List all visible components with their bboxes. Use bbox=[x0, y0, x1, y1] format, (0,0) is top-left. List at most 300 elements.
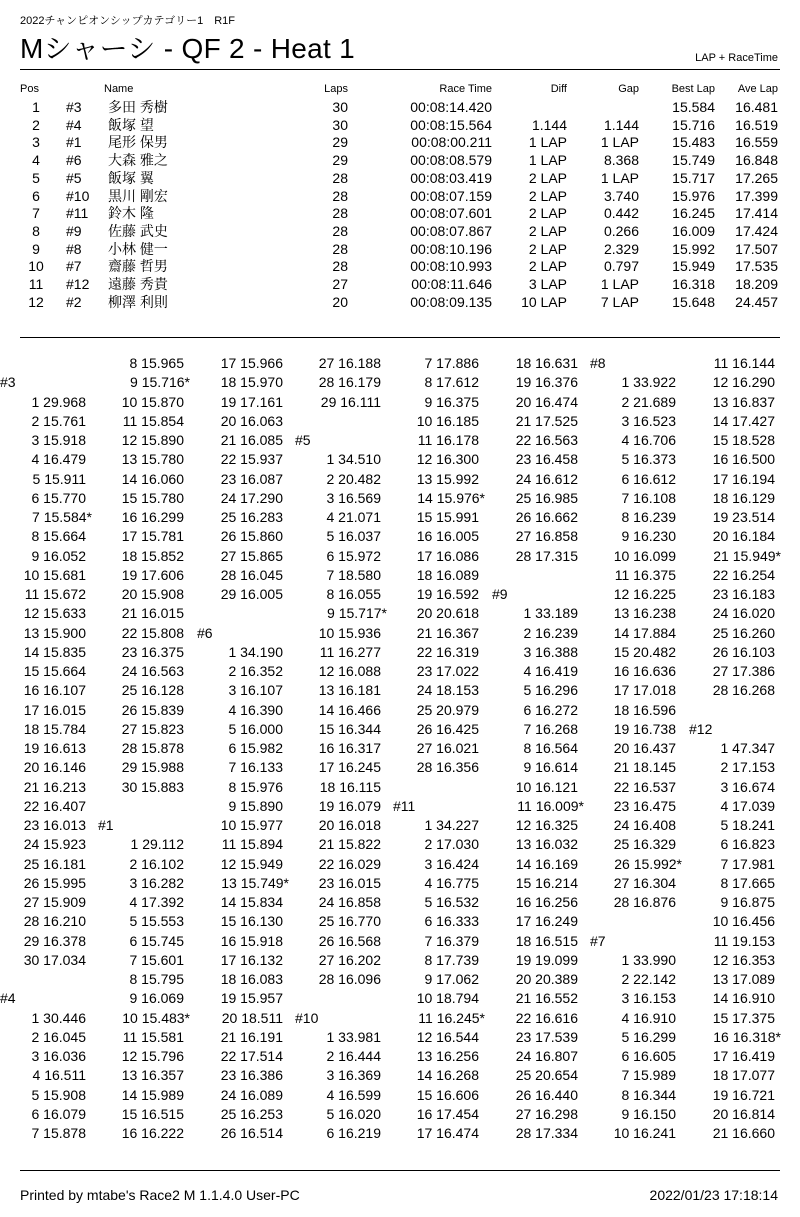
lap-time: 13 15.749* bbox=[221, 874, 289, 891]
lap-time: 18 15.852 bbox=[121, 547, 184, 564]
lap-time: 24 15.923 bbox=[23, 836, 86, 853]
lap-time: 14 15.976* bbox=[417, 489, 485, 506]
lap-time: 5 16.299 bbox=[621, 1028, 676, 1045]
lap-time: 3 16.674 bbox=[720, 778, 775, 795]
col-name: Name bbox=[104, 83, 134, 95]
lap-time: 15 16.214 bbox=[515, 874, 578, 891]
lap-time: 21 16.085 bbox=[220, 432, 283, 448]
lap-time: 1 47.347 bbox=[720, 740, 775, 756]
lap-time: 7 16.379 bbox=[424, 932, 479, 949]
result-ave-lap: 17.535 bbox=[735, 258, 778, 275]
lap-time: 11 16.277 bbox=[319, 643, 381, 660]
result-ave-lap: 16.481 bbox=[735, 99, 778, 115]
lap-time: 8 15.976 bbox=[228, 778, 283, 795]
lap-time: 28 16.045 bbox=[220, 566, 283, 583]
lap-time: 12 16.325 bbox=[515, 817, 578, 833]
lap-time: 12 16.290 bbox=[712, 374, 775, 391]
lap-time: 2 16.045 bbox=[31, 1028, 86, 1045]
lap-column bbox=[393, 354, 485, 1143]
lap-time: 10 16.121 bbox=[515, 778, 578, 795]
result-row bbox=[0, 169, 800, 187]
lap-time: 4 16.390 bbox=[228, 701, 283, 718]
lap-time: 15 16.344 bbox=[318, 720, 381, 737]
result-driver-name: 飯塚 望 bbox=[108, 116, 154, 133]
result-race-time: 00:08:07.159 bbox=[410, 187, 492, 204]
lap-time: 9 17.062 bbox=[424, 971, 479, 987]
result-best-lap: 15.648 bbox=[672, 293, 715, 310]
lap-time: 18 16.596 bbox=[613, 701, 676, 718]
lap-time: 26 15.995 bbox=[23, 874, 86, 891]
result-car-number: #8 bbox=[66, 240, 82, 257]
result-race-time: 00:08:07.867 bbox=[410, 222, 492, 239]
lap-time: 17 16.419 bbox=[712, 1048, 775, 1064]
result-best-lap: 15.717 bbox=[672, 169, 715, 186]
lap-time: 1 34.510 bbox=[326, 451, 381, 468]
lap-column bbox=[689, 354, 781, 1143]
result-ave-lap: 16.848 bbox=[735, 152, 778, 169]
result-ave-lap: 16.519 bbox=[735, 116, 778, 133]
car-heading: #7 bbox=[590, 932, 606, 949]
lap-time: 4 16.419 bbox=[523, 663, 578, 679]
lap-time: 21 15.949* bbox=[713, 547, 781, 564]
result-row bbox=[0, 222, 800, 240]
result-race-time: 00:08:07.601 bbox=[410, 205, 492, 222]
lap-time: 11 15.854 bbox=[122, 412, 184, 429]
result-best-lap: 15.992 bbox=[672, 240, 715, 257]
lap-time: 13 16.357 bbox=[121, 1067, 184, 1084]
lap-time: 16 16.222 bbox=[121, 1125, 184, 1141]
lap-time: 23 16.183 bbox=[712, 586, 775, 602]
lap-time: 22 17.514 bbox=[220, 1048, 283, 1064]
lap-time: 9 16.150 bbox=[621, 1105, 676, 1122]
result-race-time: 00:08:10.993 bbox=[410, 258, 492, 275]
lap-time: 25 16.985 bbox=[515, 489, 578, 506]
lap-time: 13 17.089 bbox=[712, 971, 775, 987]
result-car-number: #1 bbox=[66, 134, 82, 151]
blank-cell bbox=[98, 797, 190, 816]
lap-time: 21 16.367 bbox=[416, 624, 479, 641]
lap-time: 17 17.018 bbox=[613, 682, 676, 699]
lap-time: 24 16.563 bbox=[121, 663, 184, 679]
lap-time: 6 16.079 bbox=[31, 1105, 86, 1122]
lap-time: 5 16.020 bbox=[326, 1105, 381, 1122]
lap-time: 15 16.130 bbox=[220, 913, 283, 930]
lap-time: 7 18.580 bbox=[326, 566, 381, 583]
lap-time: 8 16.055 bbox=[326, 586, 381, 602]
lap-time: 4 16.479 bbox=[31, 451, 86, 468]
lap-time: 28 16.210 bbox=[23, 913, 86, 930]
lap-time: 18 16.083 bbox=[220, 971, 283, 987]
car-heading: #1 bbox=[98, 817, 114, 833]
result-diff: 2 LAP bbox=[528, 222, 567, 239]
result-row bbox=[0, 133, 800, 151]
lap-time: 19 16.079 bbox=[318, 797, 381, 814]
lap-time: 2 16.239 bbox=[523, 624, 578, 641]
lap-time: 27 16.021 bbox=[416, 740, 479, 756]
lap-time: 15 18.528 bbox=[712, 432, 775, 448]
lap-time: 6 16.605 bbox=[621, 1048, 676, 1064]
result-diff: 2 LAP bbox=[528, 169, 567, 186]
lap-time: 4 21.071 bbox=[326, 509, 381, 525]
lap-time: 27 15.823 bbox=[121, 720, 184, 737]
lap-time: 24 16.408 bbox=[613, 817, 676, 833]
col-laps: Laps bbox=[324, 83, 348, 95]
col-race-time: Race Time bbox=[439, 83, 492, 95]
lap-time: 18 16.115 bbox=[319, 778, 381, 795]
lap-time: 13 15.992 bbox=[416, 470, 479, 487]
lap-time: 19 23.514 bbox=[712, 509, 775, 525]
lap-time: 16 17.454 bbox=[416, 1105, 479, 1122]
lap-time: 8 17.612 bbox=[424, 374, 479, 391]
lap-time: 25 20.654 bbox=[515, 1067, 578, 1084]
result-row bbox=[0, 293, 800, 311]
lap-time: 7 15.584* bbox=[32, 509, 92, 525]
lap-time: 16 16.636 bbox=[613, 663, 676, 679]
lap-time: 11 16.178 bbox=[417, 432, 479, 448]
lap-time: 4 16.910 bbox=[621, 1009, 676, 1026]
lap-time: 18 16.631 bbox=[515, 355, 578, 371]
result-laps: 28 bbox=[332, 222, 348, 239]
lap-time: 13 16.181 bbox=[318, 682, 381, 699]
car-heading: #11 bbox=[393, 797, 416, 814]
result-gap: 3.740 bbox=[603, 187, 639, 204]
result-laps: 28 bbox=[332, 169, 348, 186]
lap-time: 25 20.979 bbox=[416, 701, 479, 718]
lap-time: 22 16.029 bbox=[318, 855, 381, 872]
lap-time: 21 16.015 bbox=[121, 605, 184, 622]
lap-time: 29 16.378 bbox=[23, 932, 86, 949]
lap-time: 8 15.664 bbox=[31, 528, 86, 545]
lap-time: 18 16.129 bbox=[712, 489, 775, 506]
lap-time: 26 16.514 bbox=[220, 1125, 283, 1141]
result-ave-lap: 17.399 bbox=[735, 187, 778, 204]
lap-time: 10 15.936 bbox=[318, 624, 381, 641]
lap-time: 27 16.188 bbox=[318, 355, 381, 371]
result-driver-name: 大森 雅之 bbox=[108, 152, 168, 169]
lap-time: 7 17.981 bbox=[720, 855, 775, 872]
result-pos: 10 bbox=[28, 258, 44, 275]
result-car-number: #12 bbox=[66, 276, 90, 292]
lap-time: 17 16.194 bbox=[712, 470, 775, 487]
result-best-lap: 15.716 bbox=[672, 116, 715, 133]
lap-time: 4 16.599 bbox=[326, 1086, 381, 1103]
print-datetime: 2022/01/23 17:18:14 bbox=[649, 1187, 778, 1203]
lap-time: 23 16.015 bbox=[318, 874, 381, 891]
lap-time: 3 16.523 bbox=[621, 412, 676, 429]
lap-time: 28 16.356 bbox=[416, 759, 479, 776]
lap-time: 23 17.539 bbox=[515, 1028, 578, 1045]
car-heading: #3 bbox=[0, 374, 16, 391]
lap-time: 19 16.613 bbox=[23, 740, 86, 756]
result-diff: 2 LAP bbox=[528, 205, 567, 222]
result-pos: 3 bbox=[32, 134, 40, 151]
car-heading: #4 bbox=[0, 990, 16, 1007]
lap-time: 26 16.425 bbox=[416, 720, 479, 737]
lap-time: 9 16.069 bbox=[129, 990, 184, 1007]
lap-time: 21 17.525 bbox=[515, 412, 578, 429]
result-diff: 10 LAP bbox=[521, 293, 567, 310]
lap-time: 2 22.142 bbox=[621, 971, 676, 987]
lap-time: 6 16.219 bbox=[326, 1125, 381, 1141]
lap-time: 5 18.241 bbox=[720, 817, 775, 833]
lap-time: 1 33.189 bbox=[523, 605, 578, 622]
lap-time: 19 16.376 bbox=[515, 374, 578, 391]
lap-time: 24 17.290 bbox=[220, 489, 283, 506]
lap-time: 10 15.681 bbox=[23, 566, 86, 583]
result-best-lap: 15.483 bbox=[672, 134, 715, 151]
lap-time: 13 16.032 bbox=[515, 836, 578, 853]
lap-time: 14 16.268 bbox=[416, 1067, 479, 1084]
car-heading: #6 bbox=[197, 624, 213, 641]
lap-time: 24 16.612 bbox=[515, 470, 578, 487]
lap-time: 15 15.991 bbox=[416, 509, 479, 525]
lap-time: 20 16.184 bbox=[712, 528, 775, 545]
lap-time: 1 29.968 bbox=[31, 393, 86, 410]
lap-time: 26 16.662 bbox=[515, 509, 578, 525]
lap-time: 17 15.966 bbox=[220, 355, 283, 371]
result-race-time: 00:08:15.564 bbox=[410, 116, 492, 133]
lap-time: 5 16.000 bbox=[228, 720, 283, 737]
lap-time: 29 16.111 bbox=[320, 393, 381, 410]
lap-time: 16 16.107 bbox=[23, 682, 86, 699]
result-race-time: 00:08:03.419 bbox=[410, 169, 492, 186]
result-car-number: #7 bbox=[66, 258, 82, 275]
result-driver-name: 尾形 保男 bbox=[108, 134, 168, 151]
lap-time: 10 16.099 bbox=[613, 547, 676, 564]
lap-time: 8 16.564 bbox=[523, 740, 578, 756]
result-row bbox=[0, 257, 800, 275]
lap-time: 22 16.407 bbox=[23, 797, 86, 814]
lap-time: 20 18.511 bbox=[221, 1009, 283, 1026]
lap-time: 23 16.458 bbox=[515, 451, 578, 468]
lap-time: 6 16.823 bbox=[720, 836, 775, 853]
result-gap: 2.329 bbox=[603, 240, 639, 257]
lap-time: 19 17.161 bbox=[220, 393, 283, 410]
lap-time: 2 17.153 bbox=[720, 759, 775, 776]
lap-time: 3 16.424 bbox=[424, 855, 479, 872]
lap-time: 2 16.444 bbox=[326, 1048, 381, 1064]
lap-time: 8 17.739 bbox=[424, 951, 479, 968]
lap-column bbox=[492, 354, 584, 1143]
lap-time: 27 15.865 bbox=[220, 547, 283, 564]
lap-time: 3 16.153 bbox=[621, 990, 676, 1007]
lap-time: 15 16.515 bbox=[121, 1105, 184, 1122]
lap-time: 13 16.256 bbox=[416, 1048, 479, 1064]
lap-time: 1 33.981 bbox=[326, 1028, 381, 1045]
lap-time: 25 16.253 bbox=[220, 1105, 283, 1122]
lap-time: 6 15.745 bbox=[129, 932, 184, 949]
lap-time: 14 17.427 bbox=[712, 412, 775, 429]
lap-time: 8 15.965 bbox=[129, 355, 184, 371]
lap-column bbox=[590, 354, 682, 1143]
result-car-number: #6 bbox=[66, 152, 82, 169]
lap-time: 3 16.282 bbox=[129, 874, 184, 891]
result-row bbox=[0, 151, 800, 169]
result-race-time: 00:08:11.646 bbox=[411, 276, 492, 292]
lap-time: 12 16.225 bbox=[613, 586, 676, 602]
result-diff: 1 LAP bbox=[528, 134, 567, 151]
result-best-lap: 16.009 bbox=[672, 222, 715, 239]
lap-time: 23 16.386 bbox=[220, 1067, 283, 1084]
lap-time: 20 16.814 bbox=[712, 1105, 775, 1122]
lap-time: 7 16.133 bbox=[228, 759, 283, 776]
result-gap: 0.266 bbox=[603, 222, 639, 239]
lap-time: 12 15.633 bbox=[23, 605, 86, 622]
result-gap: 8.368 bbox=[603, 152, 639, 169]
lap-time: 25 16.770 bbox=[318, 913, 381, 930]
lap-time: 6 16.272 bbox=[523, 701, 578, 718]
lap-time: 27 16.202 bbox=[318, 951, 381, 968]
lap-time: 16 16.005 bbox=[416, 528, 479, 545]
lap-time: 7 15.601 bbox=[129, 951, 184, 968]
lap-time: 12 16.353 bbox=[712, 951, 775, 968]
lap-time: 17 15.781 bbox=[121, 528, 184, 545]
car-heading: #8 bbox=[590, 355, 606, 371]
blank-cell bbox=[197, 604, 289, 623]
lap-time: 14 15.835 bbox=[23, 643, 86, 660]
lap-time: 7 15.989 bbox=[621, 1067, 676, 1084]
results-divider bbox=[20, 337, 780, 338]
lap-time: 20 16.474 bbox=[515, 393, 578, 410]
lap-time: 9 16.614 bbox=[523, 759, 578, 776]
result-laps: 28 bbox=[332, 187, 348, 204]
lap-time: 2 21.689 bbox=[621, 393, 676, 410]
lap-time: 23 16.013 bbox=[23, 817, 86, 833]
result-laps: 29 bbox=[332, 152, 348, 169]
lap-time: 28 17.315 bbox=[515, 547, 578, 564]
lap-time: 9 16.230 bbox=[621, 528, 676, 545]
lap-time: 20 15.908 bbox=[121, 586, 184, 602]
result-car-number: #9 bbox=[66, 222, 82, 239]
result-driver-name: 鈴木 隆 bbox=[108, 205, 154, 222]
result-gap: 1 LAP bbox=[600, 169, 639, 186]
lap-time: 26 16.103 bbox=[712, 643, 775, 660]
lap-time: 11 15.672 bbox=[24, 586, 86, 602]
lap-time: 4 16.775 bbox=[424, 874, 479, 891]
lap-time: 21 16.213 bbox=[23, 778, 86, 795]
lap-time: 23 16.375 bbox=[121, 643, 184, 660]
lap-time: 22 15.937 bbox=[220, 451, 283, 468]
lap-time: 4 16.706 bbox=[621, 432, 676, 448]
lap-time: 22 15.808 bbox=[121, 624, 184, 641]
lap-time: 2 15.761 bbox=[31, 412, 86, 429]
lap-time: 13 15.900 bbox=[23, 624, 86, 641]
lap-time: 17 16.474 bbox=[416, 1125, 479, 1141]
lap-time: 13 16.238 bbox=[613, 605, 676, 622]
lap-time: 17 16.132 bbox=[220, 951, 283, 968]
blank-cell bbox=[590, 912, 682, 931]
result-pos: 2 bbox=[32, 116, 40, 133]
car-heading: #5 bbox=[295, 432, 311, 448]
result-laps: 27 bbox=[332, 276, 348, 292]
result-diff: 2 LAP bbox=[528, 258, 567, 275]
lap-time: 3 15.918 bbox=[31, 432, 86, 448]
blank-cell bbox=[393, 778, 485, 797]
lap-time: 26 15.860 bbox=[220, 528, 283, 545]
lap-time: 19 17.606 bbox=[121, 566, 184, 583]
lap-time: 19 16.738 bbox=[613, 720, 676, 737]
lap-time: 17 16.245 bbox=[318, 759, 381, 776]
lap-time: 7 16.108 bbox=[621, 489, 676, 506]
lap-time: 17 16.086 bbox=[416, 547, 479, 564]
lap-time: 9 15.716* bbox=[130, 374, 190, 391]
lap-time: 18 15.784 bbox=[23, 720, 86, 737]
lap-time: 12 16.300 bbox=[416, 451, 479, 468]
lap-time: 5 15.908 bbox=[31, 1086, 86, 1103]
lap-time: 5 16.037 bbox=[326, 528, 381, 545]
lap-time: 12 15.890 bbox=[121, 432, 184, 448]
lap-time: 11 16.245* bbox=[418, 1009, 485, 1026]
lap-time: 27 15.909 bbox=[23, 894, 86, 910]
lap-time: 28 16.268 bbox=[712, 682, 775, 699]
lap-time: 9 15.717* bbox=[327, 605, 387, 622]
lap-time: 6 15.982 bbox=[228, 740, 283, 756]
lap-time: 11 16.144 bbox=[713, 355, 775, 371]
result-diff: 3 LAP bbox=[528, 276, 567, 292]
result-car-number: #10 bbox=[66, 187, 90, 204]
result-laps: 28 bbox=[332, 240, 348, 257]
blank-cell bbox=[295, 989, 387, 1008]
lap-time: 10 15.977 bbox=[220, 817, 283, 833]
lap-time: 15 20.482 bbox=[613, 643, 676, 660]
lap-time: 2 16.352 bbox=[228, 663, 283, 679]
result-driver-name: 小林 健一 bbox=[108, 240, 168, 257]
lap-time: 25 16.283 bbox=[220, 509, 283, 525]
car-heading: #10 bbox=[295, 1009, 319, 1026]
lap-time: 1 34.227 bbox=[424, 817, 479, 833]
lap-time: 28 16.876 bbox=[613, 894, 676, 910]
lap-time: 6 15.972 bbox=[326, 547, 381, 564]
result-pos: 4 bbox=[32, 152, 40, 169]
result-driver-name: 飯塚 翼 bbox=[108, 169, 154, 186]
lap-time: 25 16.329 bbox=[613, 836, 676, 853]
lap-time: 12 16.088 bbox=[318, 663, 381, 679]
result-gap: 7 LAP bbox=[600, 293, 639, 310]
lap-time: 21 16.660 bbox=[712, 1125, 775, 1141]
lap-time: 21 18.145 bbox=[613, 759, 676, 776]
result-pos: 11 bbox=[28, 276, 44, 292]
lap-time: 3 16.569 bbox=[326, 489, 381, 506]
lap-time: 1 33.990 bbox=[621, 951, 676, 968]
lap-time: 14 15.989 bbox=[121, 1086, 184, 1103]
lap-time: 23 17.022 bbox=[416, 663, 479, 679]
lap-time: 21 16.552 bbox=[515, 990, 578, 1007]
event-title: 2022チャンピオンシップカテゴリー1 R1F bbox=[20, 15, 235, 27]
lap-time: 5 15.911 bbox=[32, 470, 86, 487]
lap-time: 9 16.052 bbox=[31, 547, 86, 564]
lap-time: 20 16.063 bbox=[220, 412, 283, 429]
result-ave-lap: 18.209 bbox=[735, 276, 778, 292]
result-car-number: #11 bbox=[66, 205, 89, 222]
lap-time: 10 18.794 bbox=[416, 990, 479, 1007]
lap-time: 25 16.181 bbox=[23, 855, 86, 872]
lap-time: 4 17.039 bbox=[720, 797, 775, 814]
lap-time: 5 16.532 bbox=[424, 894, 479, 910]
lap-time: 21 16.191 bbox=[220, 1028, 283, 1045]
lap-time: 6 16.612 bbox=[621, 470, 676, 487]
lap-time: 6 16.333 bbox=[424, 913, 479, 930]
lap-time: 21 15.822 bbox=[318, 836, 381, 853]
result-pos: 12 bbox=[28, 293, 44, 310]
lap-time: 3 16.388 bbox=[523, 643, 578, 660]
lap-time: 9 16.375 bbox=[424, 393, 479, 410]
lap-column bbox=[98, 354, 190, 1143]
result-laps: 29 bbox=[332, 134, 348, 151]
lap-time: 25 16.128 bbox=[121, 682, 184, 699]
lap-time: 20 20.618 bbox=[416, 605, 479, 622]
lap-time: 4 17.392 bbox=[129, 894, 184, 910]
results-header bbox=[0, 83, 800, 97]
